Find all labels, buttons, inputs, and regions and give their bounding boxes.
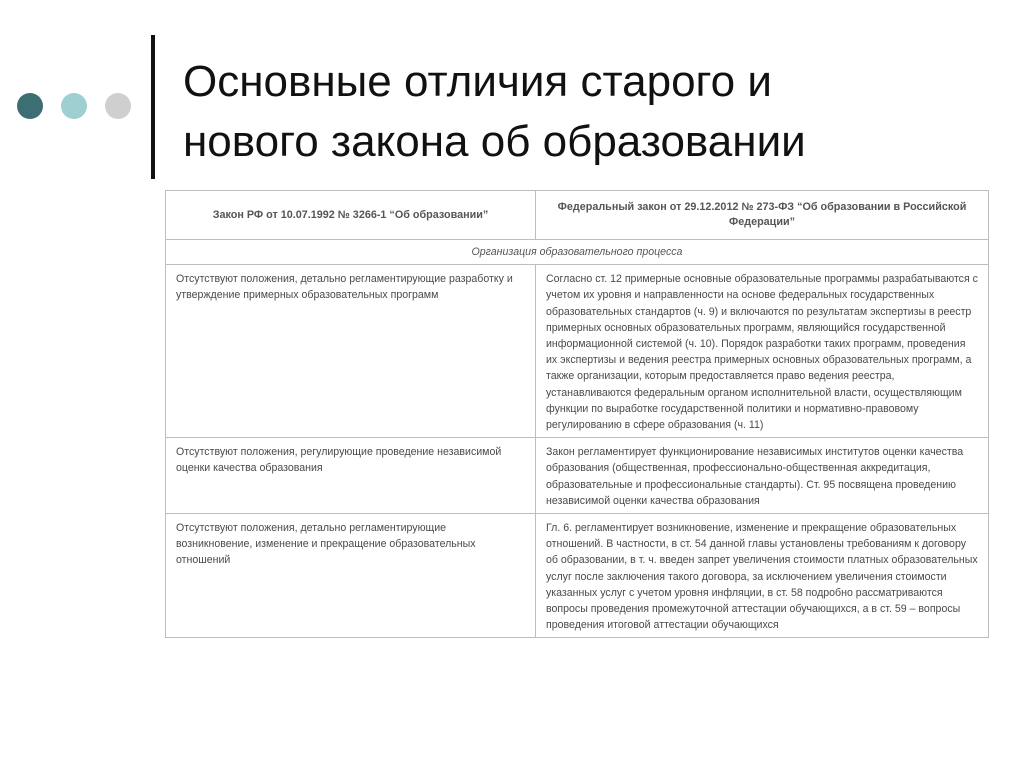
old-law-cell: Отсутствуют положения, детально регламентирующие возникновение, изменение и прекращение образовательных отношений <box>166 514 536 638</box>
table-row <box>166 514 989 638</box>
new-law-cell: Согласно ст. 12 примерные основные образовательные программы разрабатываются с учетом их уровня и направленности на основе федеральных государственных образовательных стандартов (ч. 9) и включаются по результатам экспертизы в реестр примерных основных образовательных программ, являющийся государственной информационной системой (ч. 10). Порядок разработки таких программ, проведения их экспертизы и ведения реестра примерных основных образовательных программ, а также организации, которым предоставляется право ведения реестра, устанавливаются федеральным органом исполнительной власти, осуществляющим функции по выработке государственной политики и нормативно-правовому регулированию в сфере образования (ч. 11) <box>536 265 989 438</box>
new-law-cell: Гл. 6. регламентирует возникновение, изменение и прекращение образовательных отношений. В частности, в ст. 54 данной главы установлены требованиям к договору об образовании, в т. ч. введен запрет увеличения стоимости платных образовательных услуг после заключения такого договора, за исключением увеличения стоимости указанных услуг с учетом уровня инфляции, в ст. 58 подробно рассматриваются вопросы проведения промежуточной аттестации обучающихся, а в ст. 59 – вопросы проведения итоговой аттестации обучающихся <box>536 514 989 638</box>
title-divider-bar <box>151 35 155 179</box>
section-row <box>166 240 989 265</box>
old-law-cell: Отсутствуют положения, детально регламентирующие разработку и утверждение примерных образовательных программ <box>166 265 536 438</box>
slide-title-line-2: нового закона об образовании <box>183 117 806 166</box>
comparison-table <box>165 190 989 638</box>
section-title: Организация образовательного процесса <box>166 240 989 265</box>
slide-title-line-1: Основные отличия старого и <box>183 57 772 106</box>
header-old-law: Закон РФ от 10.07.1992 № 3266-1 “Об образовании” <box>166 191 536 240</box>
new-law-cell: Закон регламентирует функционирование независимых институтов оценки качества образования (общественная, профессионально-общественная аккредитация, образовательные и профессиональные стандарты). Ст. 95 посвящена проведению независимой оценки качества образования <box>536 438 989 514</box>
old-law-cell: Отсутствуют положения, регулирующие проведение независимой оценки качества образования <box>166 438 536 514</box>
dot-light <box>61 93 87 119</box>
table-row <box>166 265 989 438</box>
decorative-dots <box>17 93 131 119</box>
table-header-row <box>166 191 989 240</box>
slide-title <box>183 52 1003 172</box>
dot-dark <box>17 93 43 119</box>
header-new-law: Федеральный закон от 29.12.2012 № 273-ФЗ “Об образовании в Российской Федерации” <box>536 191 989 240</box>
dot-gray <box>105 93 131 119</box>
table-row <box>166 438 989 514</box>
